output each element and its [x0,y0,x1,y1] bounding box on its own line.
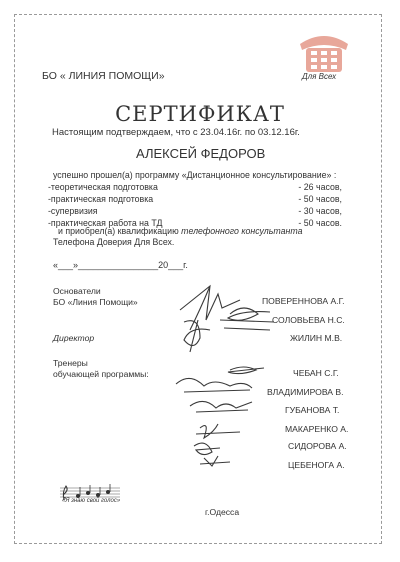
trainers-program-label: обучающей программы: [53,369,149,379]
director-name: ЖИЛИН М.В. [290,333,343,343]
logo-caption: Для Всех [302,72,337,81]
trainer-name: СИДОРОВА А. [288,441,347,451]
director-label: Директор [53,333,95,343]
program-item-hours: - 26 часов, [298,182,342,192]
program-item-hours: - 50 часов. [298,218,342,228]
program-item-label: -практическая работа на ТД [48,218,163,228]
program-item-label: -супервизия [48,206,98,216]
program-item-label: -теоретическая подготовка [48,182,158,192]
date-line: «___»________________20___г. [53,260,188,270]
founder-name: СОЛОВЬЕВА Н.С. [272,315,345,325]
founders-label: Основатели [53,286,101,296]
trainer-name: ЦЕБЕНОГА А. [288,460,345,470]
program-item-hours: - 30 часов, [298,206,342,216]
certificate-title: СЕРТИФИКАТ [115,102,285,126]
qualification-line [58,226,302,236]
program-item-label: -практическая подготовка [48,194,154,204]
trainer-signatures [160,362,270,474]
city: г.Одесса [205,507,240,517]
trainers-label: Тренеры [53,358,88,368]
trainer-name: ЧЕБАН С.Г. [293,368,339,378]
recipient-name: АЛЕКСЕЙ ФЕДОРОВ [136,146,266,161]
qualification-line-2: Телефона Доверия Для Всех. [53,237,175,247]
trainer-name: МАКАРЕНКО А. [285,424,349,434]
qualification-prefix: и приобрел(а) квалификацию [58,226,179,236]
qualification-title: телефонного консультанта [181,226,303,236]
founder-signatures [170,280,280,355]
founders-org-label: БО «Линия Помощи» [53,297,138,307]
footer-logo-caption: «Я знаю свой голос» [62,498,121,504]
trainer-name: ГУБАНОВА Т. [285,405,340,415]
confirmation-line: Настоящим подтверждаем, что с 23.04.16г. по 03.12.16г. [52,127,300,138]
founder-name: ПОВЕРЕННОВА А.Г. [262,296,345,306]
trainer-name: ВЛАДИМИРОВА В. [267,387,344,397]
program-item-hours: - 50 часов, [298,194,342,204]
program-intro: успешно прошел(а) программу «Дистанционное консультирование» : [53,170,337,180]
organization-name: БО « ЛИНИЯ ПОМОЩИ» [42,70,165,82]
